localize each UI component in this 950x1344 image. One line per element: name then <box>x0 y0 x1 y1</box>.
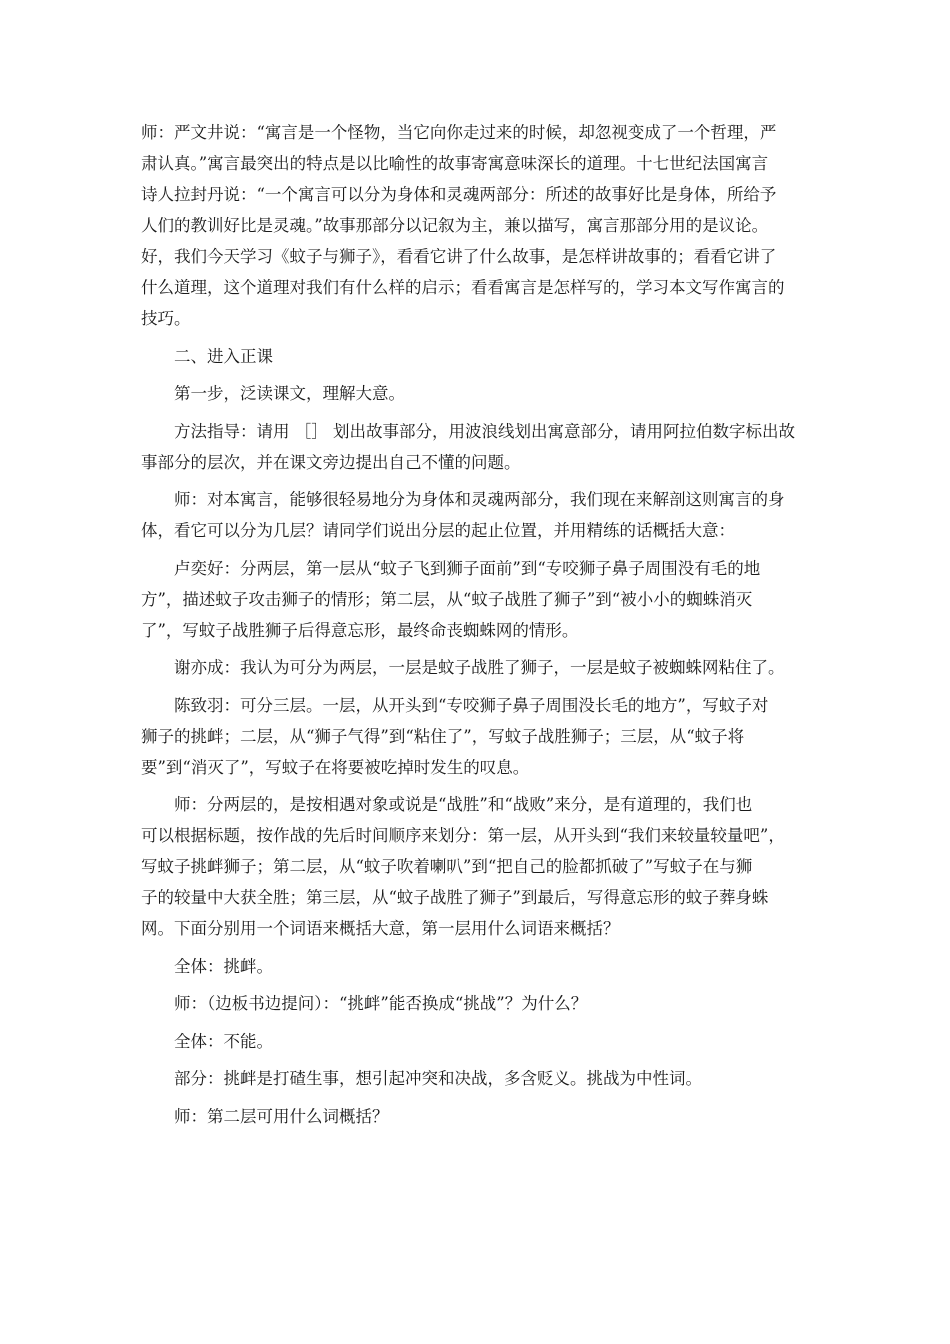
section-heading: 二、进入正课 <box>141 346 273 366</box>
text-line: 谢亦成：我认为可分为两层，一层是蚊子战胜了狮子，一层是蚊子被蜘蛛网粘住了。 <box>141 658 785 677</box>
text-line: 第一步，泛读课文，理解大意。 <box>141 384 405 403</box>
text-line: 陈致羽：可分三层。一层，从开头到“专咬狮子鼻子周围没长毛的地方”，写蚊子对 <box>141 695 769 715</box>
text-line: 师：对本寓言，能够很轻易地分为身体和灵魂两部分，我们现在来解剖这则寓言的身 <box>141 490 785 509</box>
text-line: 方法指导：请用 ［］ 划出故事部分，用波浪线划出寓意部分，请用阿拉伯数字标出故 <box>141 421 795 441</box>
text-line: 师：严文井说：“寓言是一个怪物，当它向你走过来的时候，却忽视变成了一个哲理，严 <box>141 123 777 142</box>
text-line: 体，看它可以分为几层？请同学们说出分层的起止位置，并用精练的话概括大意： <box>141 521 735 540</box>
document-page <box>141 117 825 1132</box>
text-line: 师：（边板书边提问）：“挑衅”能否换成“挑战”？为什么？ <box>141 994 588 1013</box>
text-line: 狮子的挑衅；二层，从“狮子气得”到“粘住了”，写蚊子战胜狮子；三层，从“蚊子将 <box>141 726 745 746</box>
text-line: 要”到“消灭了”，写蚊子在将要被吃掉时发生的叹息。 <box>141 757 530 777</box>
text-line: 方”，描述蚊子攻击狮子的情形；第二层，从“蚊子战胜了狮子”到“被小小的蜘蛛消灭 <box>141 589 753 609</box>
text-line: 技巧。 <box>141 309 191 328</box>
text-line: 全体：挑衅。 <box>141 956 273 976</box>
text-line: 什么道理，这个道理对我们有什么样的启示；看看寓言是怎样写的，学习本文写作寓言的 <box>141 278 785 297</box>
text-line: 子的较量中大获全胜；第三层，从“蚊子战胜了狮子”到最后，写得意忘形的蚊子葬身蛛 <box>141 888 769 907</box>
text-line: 事部分的层次，并在课文旁边提出自己不懂的问题。 <box>141 452 521 472</box>
text-line: 写蚊子挑衅狮子；第二层，从“蚊子吹着喇叭”到“把自己的脸都抓破了”写蚊子在与狮 <box>141 857 753 876</box>
text-line: 师：第二层可用什么词概括？ <box>141 1106 389 1126</box>
text-line: 师：分两层的，是按相遇对象或说是“战胜”和“战败”来分，是有道理的，我们也 <box>141 795 753 814</box>
text-line: 人们的教训好比是灵魂。”故事那部分以记叙为主，兼以描写，寓言那部分用的是议论。 <box>141 216 769 235</box>
text-line: 好，我们今天学习《蚊子与狮子》，看看它讲了什么故事，是怎样讲故事的；看看它讲了 <box>141 247 777 266</box>
text-line: 全体：不能。 <box>141 1031 273 1051</box>
text-line: 卢奕好：分两层，第一层从“蚊子飞到狮子面前”到“专咬狮子鼻子周围没有毛的地 <box>141 558 761 578</box>
text-line: 可以根据标题，按作战的先后时间顺序来划分：第一层，从开头到“我们来较量较量吧”， <box>141 826 785 845</box>
text-line: 部分：挑衅是打碴生事，想引起冲突和决战，多含贬义。挑战为中性词。 <box>141 1069 702 1088</box>
text-line: 肃认真。”寓言最突出的特点是以比喻性的故事寄寓意味深长的道理。十七世纪法国寓言 <box>141 154 769 173</box>
text-line: 诗人拉封丹说：“一个寓言可以分为身体和灵魂两部分：所述的故事好比是身体，所给予 <box>141 185 777 204</box>
text-line: 网。下面分别用一个词语来概括大意，第一层用什么词语来概括？ <box>141 919 620 938</box>
text-line: 了”，写蚊子战胜狮子后得意忘形，最终命丧蜘蛛网的情形。 <box>141 620 579 640</box>
